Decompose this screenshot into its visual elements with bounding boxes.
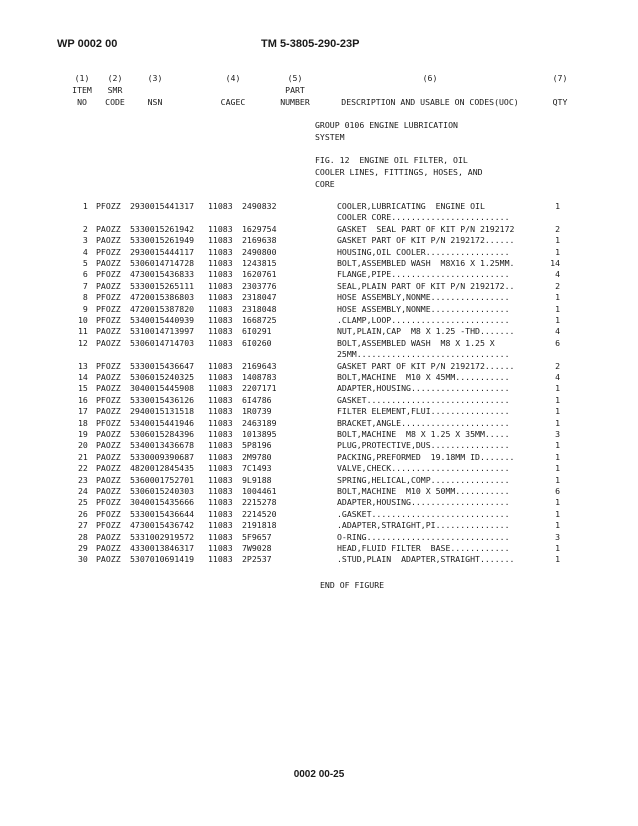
column-header-nsn-num: (3)	[147, 73, 163, 83]
nsn-cell: 5310014713997	[130, 326, 195, 337]
description-cell: FLANGE,PIPE........................	[337, 269, 510, 280]
item-no-cell: 11	[78, 326, 88, 337]
group-title-line: GROUP 0106 ENGINE LUBRICATION	[315, 120, 458, 130]
table-row	[0, 247, 638, 257]
description-cell: .STUD,PLAIN ADAPTER,STRAIGHT.......	[337, 554, 515, 565]
table-row	[0, 281, 638, 291]
nsn-cell: 2930015444117	[130, 246, 195, 257]
cagec-cell: 11083	[208, 360, 233, 371]
description-continuation-cell: 25MM...............................	[337, 349, 510, 360]
part-number-cell: 2207171	[242, 383, 277, 394]
qty-cell: 2	[555, 280, 560, 291]
qty-cell: 4	[555, 269, 560, 280]
nsn-cell: 4820012845435	[130, 463, 195, 474]
item-no-cell: 5	[78, 258, 88, 268]
part-number-cell: 2215278	[242, 497, 277, 508]
smr-code-cell: PAOZZ	[96, 440, 121, 451]
smr-code-cell: PAOZZ	[96, 223, 121, 234]
part-number-cell: 5P8196	[242, 440, 272, 451]
description-cell: FILTER ELEMENT,FLUI................	[337, 406, 510, 417]
nsn-cell: 5306015284396	[130, 429, 195, 439]
description-cell: PLUG,PROTECTIVE,DUS................	[337, 440, 510, 451]
part-number-cell: 6I0291	[242, 326, 272, 337]
qty-cell: 14	[550, 258, 560, 268]
smr-code-cell: PAOZZ	[96, 486, 121, 496]
description-cell: .ADAPTER,STRAIGHT,PI...............	[337, 520, 510, 531]
description-continuation-cell: COOLER CORE........................	[337, 212, 510, 223]
smr-code-cell: PAOZZ	[96, 235, 121, 246]
smr-code-cell: PAOZZ	[96, 554, 121, 565]
nsn-cell: 3040015445908	[130, 383, 195, 394]
figure-title-line: FIG. 12 ENGINE OIL FILTER, OIL	[315, 155, 468, 165]
smr-code-cell: PFOZZ	[96, 269, 121, 280]
description-cell: HOSE ASSEMBLY,NONME................	[337, 292, 510, 303]
part-number-cell: 2490832	[242, 201, 277, 211]
cagec-cell: 11083	[208, 258, 233, 268]
description-cell: ADAPTER,HOUSING....................	[337, 383, 510, 394]
nsn-cell: 5307010691419	[130, 554, 195, 565]
nsn-cell: 4730015436833	[130, 269, 195, 280]
part-number-cell: 2303776	[242, 280, 277, 291]
smr-code-cell: PAOZZ	[96, 474, 121, 485]
nsn-cell: 5306015240325	[130, 372, 195, 382]
part-number-cell: 2490800	[242, 246, 277, 257]
description-cell: NUT,PLAIN,CAP M8 X 1.25 -THD.......	[337, 326, 515, 337]
part-number-cell: 1620761	[242, 269, 277, 280]
nsn-cell: 4330013846317	[130, 543, 195, 553]
qty-cell: 6	[555, 337, 560, 348]
cagec-cell: 11083	[208, 406, 233, 417]
table-row	[0, 440, 638, 450]
qty-cell: 1	[555, 543, 560, 553]
part-number-cell: 1013895	[242, 429, 277, 439]
smr-code-cell: PFOZZ	[96, 394, 121, 405]
description-cell: GASKET SEAL PART OF KIT P/N 2192172	[337, 223, 515, 234]
part-number-cell: 2169638	[242, 235, 277, 246]
qty-cell: 1	[555, 201, 560, 211]
part-number-cell: 1668725	[242, 315, 277, 325]
nsn-cell: 5306014714703	[130, 337, 195, 348]
description-cell: PACKING,PREFORMED 19.18MM ID.......	[337, 451, 515, 462]
cagec-cell: 11083	[208, 246, 233, 257]
smr-code-cell: PFOZZ	[96, 246, 121, 257]
part-number-cell: 2P2537	[242, 554, 272, 565]
table-row	[0, 532, 638, 542]
item-no-cell: 8	[78, 292, 88, 303]
nsn-cell: 5306015240303	[130, 486, 195, 496]
cagec-cell: 11083	[208, 429, 233, 439]
cagec-cell: 11083	[208, 486, 233, 496]
nsn-cell: 5306014714728	[130, 258, 195, 268]
part-number-cell: 6I0260	[242, 337, 272, 348]
item-no-cell: 4	[78, 246, 88, 257]
qty-cell: 1	[555, 303, 560, 314]
nsn-cell: 5360001752701	[130, 474, 195, 485]
table-row	[0, 269, 638, 279]
item-no-cell: 30	[78, 554, 88, 565]
item-no-cell: 15	[78, 383, 88, 394]
page-number: 0002 00-25	[293, 769, 345, 780]
table-row	[0, 429, 638, 439]
table-row	[0, 383, 638, 393]
cagec-cell: 11083	[208, 417, 233, 428]
column-header-part-number-l1: PART	[285, 85, 305, 95]
column-header-smr-code-l1: SMR	[107, 85, 123, 95]
table-row	[0, 406, 638, 416]
nsn-cell: 5340015440939	[130, 315, 195, 325]
cagec-cell: 11083	[208, 223, 233, 234]
column-header-qty-num: (7)	[552, 73, 568, 83]
smr-code-cell: PFOZZ	[96, 201, 121, 211]
qty-cell: 1	[555, 406, 560, 417]
nsn-cell: 5330015261949	[130, 235, 195, 246]
figure-title-line: COOLER LINES, FITTINGS, HOSES, AND	[315, 167, 483, 177]
smr-code-cell: PFOZZ	[96, 315, 121, 325]
table-row	[0, 486, 638, 496]
nsn-cell: 5330015436644	[130, 508, 195, 519]
description-cell: BOLT,MACHINE M10 X 50MM...........	[337, 486, 510, 496]
qty-cell: 1	[555, 440, 560, 451]
smr-code-cell: PAOZZ	[96, 326, 121, 337]
part-number-cell: 1408783	[242, 372, 277, 382]
qty-cell: 3	[555, 531, 560, 542]
smr-code-cell: PFOZZ	[96, 497, 121, 508]
part-number-cell: 2214520	[242, 508, 277, 519]
smr-code-cell: PFOZZ	[96, 292, 121, 303]
cagec-cell: 11083	[208, 269, 233, 280]
table-row	[0, 554, 638, 564]
part-number-cell: 2318048	[242, 303, 277, 314]
qty-cell: 6	[555, 486, 560, 496]
column-header-item-no-num: (1)	[74, 73, 90, 83]
column-header-nsn-l2: NSN	[147, 97, 163, 107]
cagec-cell: 11083	[208, 508, 233, 519]
cagec-cell: 11083	[208, 531, 233, 542]
item-no-cell: 28	[78, 531, 88, 542]
smr-code-cell: PAOZZ	[96, 337, 121, 348]
smr-code-cell: PAOZZ	[96, 406, 121, 417]
cagec-cell: 11083	[208, 303, 233, 314]
table-row	[0, 361, 638, 371]
smr-code-cell: PAOZZ	[96, 372, 121, 382]
description-cell: SEAL,PLAIN PART OF KIT P/N 2192172..	[337, 280, 515, 291]
smr-code-cell: PAOZZ	[96, 429, 121, 439]
cagec-cell: 11083	[208, 383, 233, 394]
part-number-cell: 9L9188	[242, 474, 272, 485]
smr-code-cell: PAOZZ	[96, 258, 121, 268]
description-cell: O-RING.............................	[337, 531, 510, 542]
table-row	[0, 418, 638, 428]
cagec-cell: 11083	[208, 372, 233, 382]
item-no-cell: 9	[78, 303, 88, 314]
item-no-cell: 3	[78, 235, 88, 246]
table-row	[0, 509, 638, 519]
part-number-cell: 2169643	[242, 360, 277, 371]
item-no-cell: 10	[78, 315, 88, 325]
description-cell: BOLT,ASSEMBLED WASH M8 X 1.25 X	[337, 337, 495, 348]
nsn-cell: 4720015387820	[130, 303, 195, 314]
column-header-description-l2: DESCRIPTION AND USABLE ON CODES(UOC)	[341, 97, 519, 107]
group-title-line: SYSTEM	[315, 132, 345, 142]
table-row	[0, 475, 638, 485]
qty-cell: 1	[555, 520, 560, 531]
smr-code-cell: PFOZZ	[96, 417, 121, 428]
smr-code-cell: PFOZZ	[96, 508, 121, 519]
cagec-cell: 11083	[208, 520, 233, 531]
figure-title-line: CORE	[315, 179, 335, 189]
end-of-figure: END OF FIGURE	[320, 580, 385, 590]
cagec-cell: 11083	[208, 451, 233, 462]
description-cell: HOUSING,OIL COOLER.................	[337, 246, 510, 257]
qty-cell: 1	[555, 315, 560, 325]
cagec-cell: 11083	[208, 497, 233, 508]
description-cell: .GASKET............................	[337, 508, 510, 519]
qty-cell: 1	[555, 394, 560, 405]
qty-cell: 1	[555, 417, 560, 428]
table-row	[0, 304, 638, 314]
cagec-cell: 11083	[208, 280, 233, 291]
qty-cell: 1	[555, 463, 560, 474]
cagec-cell: 11083	[208, 292, 233, 303]
cagec-cell: 11083	[208, 201, 233, 211]
item-no-cell: 17	[78, 406, 88, 417]
item-no-cell: 26	[78, 508, 88, 519]
smr-code-cell: PFOZZ	[96, 360, 121, 371]
table-row	[0, 326, 638, 336]
item-no-cell: 19	[78, 429, 88, 439]
part-number-cell: 2463189	[242, 417, 277, 428]
description-cell: BOLT,MACHINE M10 X 45MM...........	[337, 372, 510, 382]
nsn-cell: 5330015436647	[130, 360, 195, 371]
smr-code-cell: PAOZZ	[96, 451, 121, 462]
item-no-cell: 21	[78, 451, 88, 462]
technical-manual-id: TM 5-3805-290-23P	[261, 38, 360, 50]
item-no-cell: 24	[78, 486, 88, 496]
table-row	[0, 372, 638, 382]
smr-code-cell: PFOZZ	[96, 303, 121, 314]
description-cell: GASKET.............................	[337, 394, 510, 405]
description-cell: HEAD,FLUID FILTER BASE............	[337, 543, 510, 553]
qty-cell: 1	[555, 474, 560, 485]
description-cell: BOLT,ASSEMBLED WASH M8X16 X 1.25MM.	[337, 258, 515, 268]
qty-cell: 1	[555, 246, 560, 257]
description-cell: ADAPTER,HOUSING....................	[337, 497, 510, 508]
qty-cell: 3	[555, 429, 560, 439]
item-no-cell: 22	[78, 463, 88, 474]
column-header-qty-l2: QTY	[552, 97, 568, 107]
part-number-cell: 1R0739	[242, 406, 272, 417]
smr-code-cell: PAOZZ	[96, 531, 121, 542]
smr-code-cell: PAOZZ	[96, 383, 121, 394]
column-header-part-number-num: (5)	[287, 73, 303, 83]
table-row	[0, 235, 638, 245]
description-cell: .CLAMP,LOOP........................	[337, 315, 510, 325]
item-no-cell: 2	[78, 223, 88, 234]
cagec-cell: 11083	[208, 474, 233, 485]
part-number-cell: 2318047	[242, 292, 277, 303]
part-number-cell: 7W9028	[242, 543, 272, 553]
nsn-cell: 2940015131518	[130, 406, 195, 417]
description-cell: BOLT,MACHINE M8 X 1.25 X 35MM.....	[337, 429, 510, 439]
part-number-cell: 2M9780	[242, 451, 272, 462]
column-header-cagec-l2: CAGEC	[220, 97, 246, 107]
table-row	[0, 258, 638, 268]
description-cell: HOSE ASSEMBLY,NONME................	[337, 303, 510, 314]
column-header-smr-code-num: (2)	[107, 73, 123, 83]
table-row	[0, 201, 638, 211]
part-number-cell: 7C1493	[242, 463, 272, 474]
column-header-cagec-num: (4)	[225, 73, 241, 83]
column-header-smr-code-l2: CODE	[105, 97, 125, 107]
smr-code-cell: PFOZZ	[96, 520, 121, 531]
cagec-cell: 11083	[208, 337, 233, 348]
qty-cell: 1	[555, 235, 560, 246]
table-row	[0, 452, 638, 462]
description-cell: GASKET PART OF KIT P/N 2192172......	[337, 235, 515, 246]
table-row	[0, 520, 638, 530]
item-no-cell: 23	[78, 474, 88, 485]
qty-cell: 1	[555, 451, 560, 462]
nsn-cell: 5340015441946	[130, 417, 195, 428]
table-row	[0, 497, 638, 507]
smr-code-cell: PAOZZ	[96, 463, 121, 474]
description-cell: BRACKET,ANGLE......................	[337, 417, 510, 428]
description-cell: VALVE,CHECK........................	[337, 463, 510, 474]
part-number-cell: 1004461	[242, 486, 277, 496]
qty-cell: 2	[555, 223, 560, 234]
qty-cell: 1	[555, 497, 560, 508]
nsn-cell: 4720015386803	[130, 292, 195, 303]
qty-cell: 1	[555, 554, 560, 565]
qty-cell: 1	[555, 508, 560, 519]
item-no-cell: 1	[78, 201, 88, 211]
item-no-cell: 27	[78, 520, 88, 531]
nsn-cell: 5330015436126	[130, 394, 195, 405]
item-no-cell: 6	[78, 269, 88, 280]
cagec-cell: 11083	[208, 326, 233, 337]
nsn-cell: 5340013436678	[130, 440, 195, 451]
nsn-cell: 5331002919572	[130, 531, 195, 542]
cagec-cell: 11083	[208, 440, 233, 451]
table-row-continuation	[0, 212, 638, 222]
nsn-cell: 5330009390687	[130, 451, 195, 462]
nsn-cell: 5330015265111	[130, 280, 195, 291]
column-header-description-num: (6)	[422, 73, 438, 83]
part-number-cell: 6I4786	[242, 394, 272, 405]
cagec-cell: 11083	[208, 554, 233, 565]
table-row-continuation	[0, 349, 638, 359]
cagec-cell: 11083	[208, 463, 233, 474]
smr-code-cell: PAOZZ	[96, 543, 121, 553]
column-header-item-no-l1: ITEM	[72, 85, 92, 95]
part-number-cell: 1629754	[242, 223, 277, 234]
column-header-item-no-l2: NO	[77, 97, 87, 107]
table-row	[0, 315, 638, 325]
table-row	[0, 395, 638, 405]
description-cell: COOLER,LUBRICATING ENGINE OIL	[337, 201, 485, 211]
cagec-cell: 11083	[208, 315, 233, 325]
qty-cell: 2	[555, 360, 560, 371]
qty-cell: 4	[555, 326, 560, 337]
qty-cell: 4	[555, 372, 560, 382]
cagec-cell: 11083	[208, 394, 233, 405]
smr-code-cell: PAOZZ	[96, 280, 121, 291]
item-no-cell: 12	[78, 337, 88, 348]
item-no-cell: 18	[78, 417, 88, 428]
cagec-cell: 11083	[208, 543, 233, 553]
description-cell: SPRING,HELICAL,COMP................	[337, 474, 510, 485]
item-no-cell: 13	[78, 360, 88, 371]
item-no-cell: 16	[78, 394, 88, 405]
work-package-id: WP 0002 00	[57, 38, 118, 50]
table-row	[0, 224, 638, 234]
item-no-cell: 29	[78, 543, 88, 553]
qty-cell: 1	[555, 292, 560, 303]
description-cell: GASKET PART OF KIT P/N 2192172......	[337, 360, 515, 371]
part-number-cell: 1243815	[242, 258, 277, 268]
nsn-cell: 4730015436742	[130, 520, 195, 531]
nsn-cell: 2930015441317	[130, 201, 195, 211]
table-row	[0, 292, 638, 302]
column-header-part-number-l2: NUMBER	[280, 97, 310, 107]
table-row	[0, 463, 638, 473]
item-no-cell: 25	[78, 497, 88, 508]
item-no-cell: 7	[78, 280, 88, 291]
item-no-cell: 14	[78, 372, 88, 382]
nsn-cell: 3040015435666	[130, 497, 195, 508]
item-no-cell: 20	[78, 440, 88, 451]
part-number-cell: 5F9657	[242, 531, 272, 542]
part-number-cell: 2191818	[242, 520, 277, 531]
table-row	[0, 543, 638, 553]
nsn-cell: 5330015261942	[130, 223, 195, 234]
table-row	[0, 338, 638, 348]
cagec-cell: 11083	[208, 235, 233, 246]
qty-cell: 1	[555, 383, 560, 394]
